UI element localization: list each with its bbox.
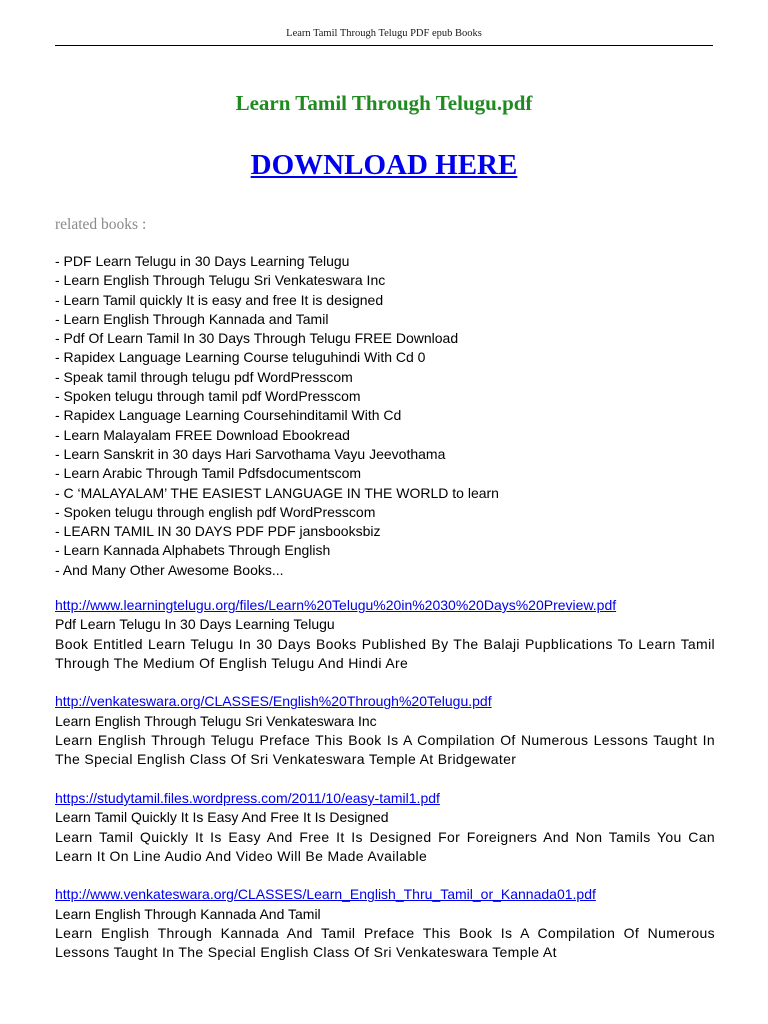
related-book-item: - LEARN TAMIL IN 30 DAYS PDF PDF jansbooksbiz (55, 523, 381, 540)
entry-description: Book Entitled Learn Telugu In 30 Days Books Published By The Balaji Pupblications To Learn Tamil Through The Medium Of English Telugu And Hindi Are (55, 635, 715, 671)
download-here-link[interactable]: DOWNLOAD HERE (250, 149, 518, 181)
related-book-item: - Spoken telugu through tamil pdf WordPresscom (55, 388, 361, 405)
related-book-item: - PDF Learn Telugu in 30 Days Learning Telugu (55, 253, 350, 269)
related-book-item: - Speak tamil through telugu pdf WordPresscom (55, 368, 353, 385)
header-divider (55, 45, 713, 46)
book-entry (55, 596, 715, 673)
related-book-item: - Learn Kannada Alphabets Through English (55, 542, 331, 559)
related-book-item: - Learn Arabic Through Tamil Pdfsdocumentscom (55, 465, 362, 482)
book-entries (55, 596, 715, 982)
entry-title: Learn English Through Kannada And Tamil (55, 905, 321, 922)
related-books-label: related books : (55, 216, 147, 233)
related-book-item: - C ‘MALAYALAM’ THE EASIEST LANGUAGE IN THE WORLD to learn (55, 484, 499, 501)
book-entry (55, 885, 715, 962)
entry-description: Learn English Through Telugu Preface This Book Is A Compilation Of Numerous Lessons Taught In The Special English Class Of Sri Venkateswara Temple At Bridgewater (55, 732, 715, 768)
related-book-item: - Learn Sanskrit in 30 days Hari Sarvothama Vayu Jeevothama (55, 445, 446, 462)
entry-url-link[interactable]: http://www.venkateswara.org/CLASSES/Learn_English_Thru_Tamil_or_Kannada01.pdf (55, 886, 596, 903)
related-book-item: - And Many Other Awesome Books... (55, 561, 284, 578)
document-title: Learn Tamil Through Telugu.pdf (235, 91, 533, 115)
related-book-item: - Rapidex Language Learning Coursehinditamil With Cd (55, 407, 402, 424)
book-entry (55, 692, 715, 769)
related-book-item: - Learn Malayalam FREE Download Ebookread (55, 426, 350, 443)
related-book-item: - Learn English Through Kannada and Tamil (55, 310, 329, 327)
related-book-item: - Spoken telugu through english pdf WordPresscom (55, 503, 376, 520)
book-entry (55, 789, 715, 866)
entry-description: Learn Tamil Quickly It Is Easy And Free It Is Designed For Foreigners And Non Tamils You Can Learn It On Line Audio And Video Will Be Made Available (55, 828, 715, 864)
entry-url-link[interactable]: http://venkateswara.org/CLASSES/English%20Through%20Telugu.pdf (55, 693, 492, 710)
entry-url-link[interactable]: http://www.learningtelugu.org/files/Learn%20Telugu%20in%2030%20Days%20Preview.pdf (55, 597, 617, 613)
page-running-header: Learn Tamil Through Telugu PDF epub Books (286, 28, 482, 39)
related-books-list (55, 252, 715, 580)
entry-url-link[interactable]: https://studytamil.files.wordpress.com/2011/10/easy-tamil1.pdf (55, 789, 440, 806)
related-book-item: - Learn English Through Telugu Sri Venkateswara Inc (55, 272, 386, 289)
entry-title: Learn Tamil Quickly It Is Easy And Free It Is Designed (55, 809, 389, 826)
related-book-item: - Pdf Of Learn Tamil In 30 Days Through Telugu FREE Download (55, 330, 459, 347)
related-book-item: - Learn Tamil quickly It is easy and free It is designed (55, 291, 384, 308)
related-book-item: - Rapidex Language Learning Course teluguhindi With Cd 0 (55, 349, 426, 366)
entry-title: Learn English Through Telugu Sri Venkateswara Inc (55, 712, 377, 729)
entry-title: Pdf Learn Telugu In 30 Days Learning Telugu (55, 616, 335, 633)
entry-description: Learn English Through Kannada And Tamil Preface This Book Is A Compilation Of Numerous Lessons Taught In The Special English Class Of Sri Venkateswara Temple At (55, 925, 715, 961)
